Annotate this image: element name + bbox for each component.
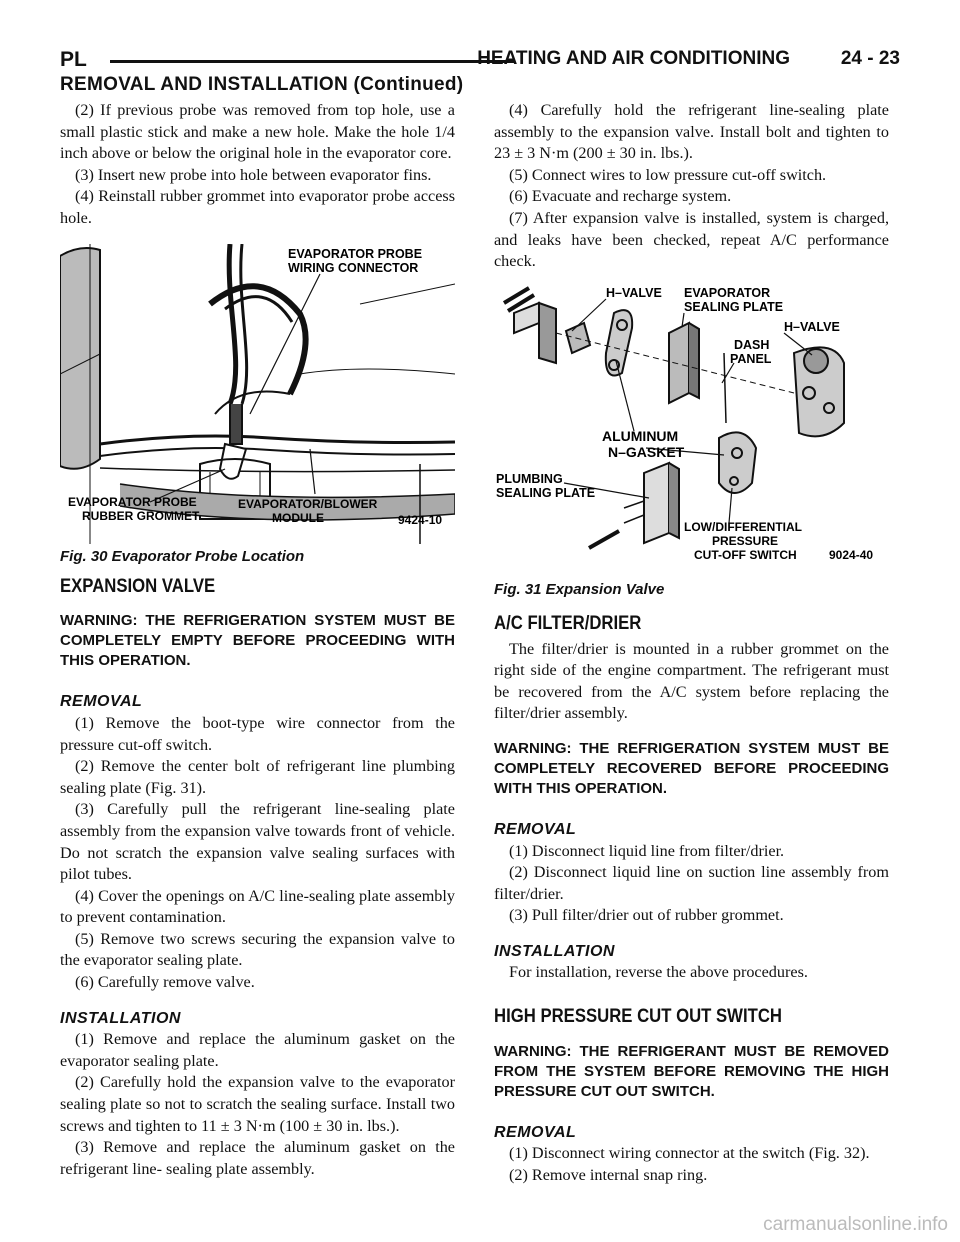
step: (3) Pull filter/drier out of rubber grommet. — [509, 906, 784, 925]
subsection-heading: REMOVAL — [494, 1123, 577, 1141]
label-h-valve-2: H–VALVE — [784, 319, 840, 334]
figure-code: 9424-10 — [398, 512, 443, 527]
step: (1) Remove the boot-type wire connector from the pressure cut-off switch. — [60, 713, 455, 754]
section-heading: HIGH PRESSURE CUT OUT SWITCH — [494, 1006, 782, 1028]
label-low-3: CUT-OFF SWITCH — [694, 547, 797, 562]
watermark: carmanualsonline.info — [763, 1214, 948, 1235]
label-low-1: LOW/DIFFERENTIAL — [684, 519, 802, 534]
label-plumbing-1: PLUMBING — [496, 471, 563, 486]
step: (2) Remove the center bolt of refrigerant line plumbing sealing plate (Fig. 31). — [60, 757, 455, 797]
label-connector-1: EVAPORATOR PROBE — [288, 246, 423, 261]
paragraph: (3) Insert new probe into hole between evaporator fins. — [75, 165, 432, 184]
step: (3) Carefully pull the refrigerant line-sealing plate assembly from the expansion valve towards front of vehicle. Do not scratch the expansion valve sealing surfaces with pilot tubes. — [60, 800, 455, 884]
page-header — [60, 46, 900, 74]
section-code: PL — [60, 48, 87, 71]
chapter-title: HEATING AND AIR CONDITIONING — [477, 48, 790, 69]
right-column — [494, 100, 889, 1186]
label-module-1: EVAPORATOR/BLOWER — [238, 496, 378, 511]
figure-31 — [494, 283, 889, 601]
subsection-heading: INSTALLATION — [494, 942, 615, 960]
step: (1) Remove and replace the aluminum gasket on the evaporator sealing plate. — [60, 1030, 455, 1070]
subsection-heading: INSTALLATION — [60, 1009, 181, 1027]
step: (1) Disconnect liquid line from filter/drier. — [509, 841, 785, 860]
label-sealing-2: SEALING PLATE — [684, 299, 784, 314]
step: (5) Connect wires to low pressure cut-off switch. — [509, 165, 827, 184]
warning-text: WARNING: THE REFRIGERATION SYSTEM MUST BE COMPLETELY RECOVERED BEFORE PROCEEDING WITH THIS OPERATION. — [494, 739, 889, 797]
page-number: 24 - 23 — [840, 48, 900, 69]
figure-code: 9024-40 — [829, 547, 874, 562]
figure-caption: Fig. 31 Expansion Valve — [494, 581, 665, 599]
subsection-heading: REMOVAL — [494, 820, 577, 838]
evaporator-probe-illustration — [60, 244, 455, 544]
left-column — [60, 100, 455, 1180]
paragraph: The filter/drier is mounted in a rubber grommet on the right side of the engine compartment. The refrigerant must be recovered from the A/C system before replacing the filter/drier assembly. — [494, 639, 889, 723]
expansion-valve-illustration — [494, 283, 889, 573]
section-subheader: REMOVAL AND INSTALLATION (Continued) — [60, 74, 464, 95]
label-aluminum-2: N–GASKET — [608, 443, 685, 460]
label-sealing-1: EVAPORATOR — [684, 285, 771, 300]
label-connector-2: WIRING CONNECTOR — [288, 260, 419, 275]
label-grommet-2: RUBBER GROMMET — [82, 508, 200, 523]
section-heading: A/C FILTER/DRIER — [494, 612, 642, 634]
paragraph: (2) If previous probe was removed from top hole, use a small plastic stick and make a new hole. Make the hole 1/4 inch above or below the original hole in the evaporator core. — [60, 101, 455, 163]
subsection-heading: REMOVAL — [60, 693, 143, 711]
step: (5) Remove two screws securing the expansion valve to the evaporator sealing plate. — [60, 929, 455, 970]
step: (1) Disconnect wiring connector at the switch (Fig. 32). — [509, 1144, 870, 1163]
step: (6) Evacuate and recharge system. — [509, 187, 732, 206]
warning-text: WARNING: THE REFRIGERATION SYSTEM MUST BE COMPLETELY EMPTY BEFORE PROCEEDING WITH THIS OPERATION. — [60, 612, 455, 670]
label-plumbing-2: SEALING PLATE — [496, 485, 596, 500]
warning-text: WARNING: THE REFRIGERANT MUST BE REMOVED FROM THE SYSTEM BEFORE REMOVING THE HIGH PRESSURE CUT OUT SWITCH. — [494, 1042, 889, 1100]
label-low-2: PRESSURE — [712, 533, 779, 548]
label-aluminum-1: ALUMINUM — [602, 427, 679, 444]
label-h-valve-1: H–VALVE — [606, 285, 662, 300]
step: (4) Cover the openings on A/C line-sealing plate assembly to prevent contamination. — [60, 886, 455, 927]
step: (2) Carefully hold the expansion valve to the evaporator sealing plate so not to scratch the sealing surface. Install two screws and tighten to 11 ± 3 N·m (100 ± 30 in. lbs.). — [60, 1073, 455, 1135]
figure-caption: Fig. 30 Evaporator Probe Location — [60, 548, 305, 566]
step: (2) Remove internal snap ring. — [509, 1165, 708, 1184]
label-module-2: MODULE — [272, 510, 324, 525]
header-rule — [110, 60, 515, 63]
step: (4) Carefully hold the refrigerant line-sealing plate assembly to the expansion valve. Install bolt and tighten to 23 ± 3 N·m (200 ± 30 in. lbs.). — [494, 101, 889, 163]
step: (3) Remove and replace the aluminum gasket on the refrigerant line- sealing plate assembly. — [60, 1138, 455, 1178]
section-heading: EXPANSION VALVE — [60, 575, 216, 597]
paragraph: (4) Reinstall rubber grommet into evaporator probe access hole. — [60, 187, 455, 227]
step: (6) Carefully remove valve. — [75, 973, 255, 992]
label-grommet-1: EVAPORATOR PROBE — [68, 494, 197, 509]
step: (2) Disconnect liquid line on suction line assembly from filter/drier. — [494, 863, 889, 903]
label-dash-1: DASH — [734, 337, 770, 352]
step: (7) After expansion valve is installed, system is charged, and leaks have been checked, repeat A/C performance check. — [494, 208, 889, 271]
label-dash-2: PANEL — [730, 351, 772, 366]
paragraph: For installation, reverse the above procedures. — [509, 963, 808, 982]
figure-30 — [60, 244, 455, 568]
